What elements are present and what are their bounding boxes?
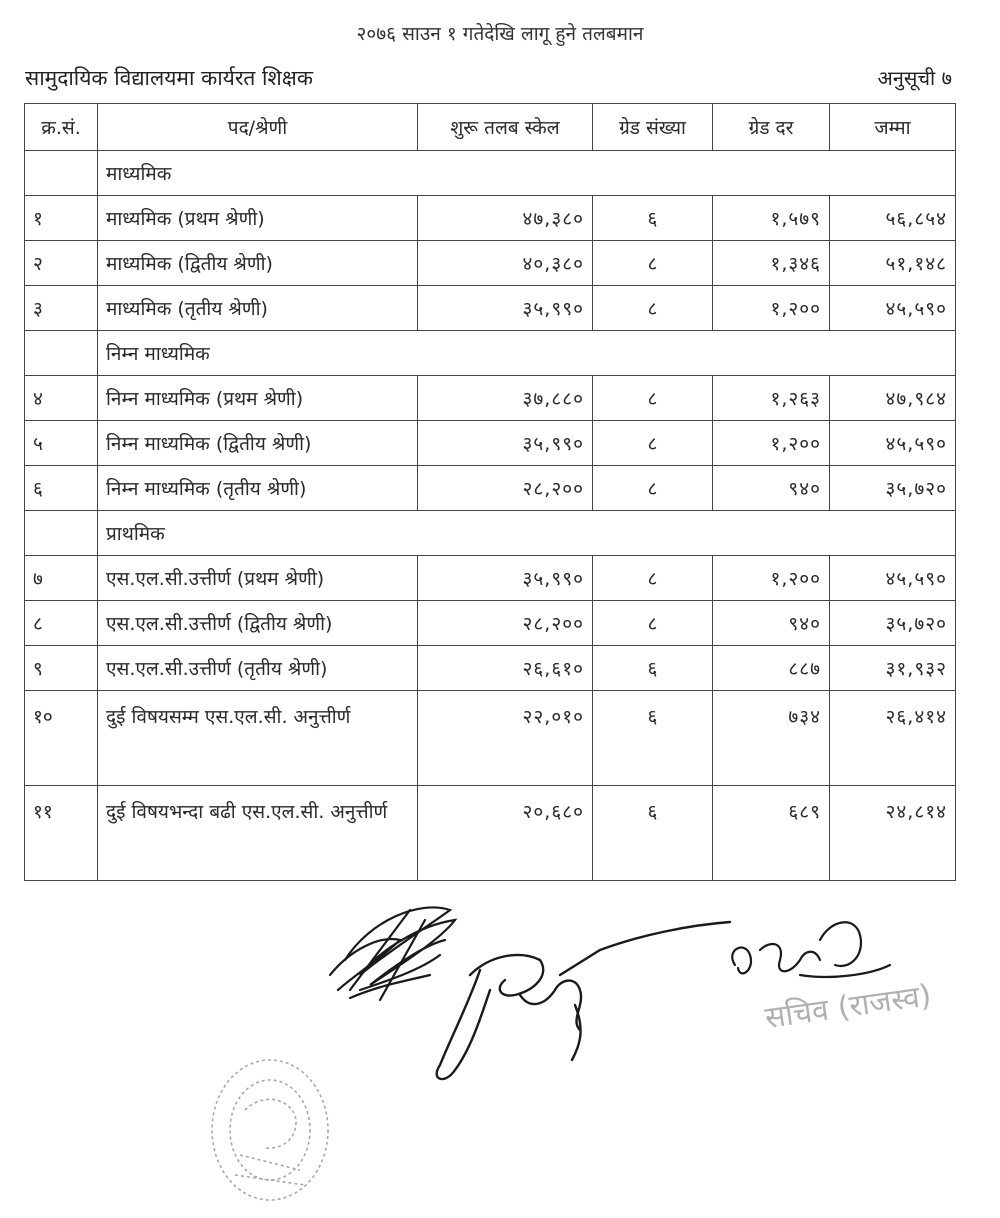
grade-count-cell: ८ (593, 601, 713, 646)
section-title: निम्न माध्यमिक (98, 331, 956, 376)
salary-table (24, 103, 956, 881)
signature-2 (437, 922, 730, 1079)
section-row (25, 331, 956, 376)
table-row (25, 196, 956, 241)
serial-cell: २ (25, 241, 98, 286)
start-scale-cell: ३५,९९० (418, 421, 593, 466)
grade-rate-cell: १,२०० (713, 286, 830, 331)
grade-count-cell: ६ (593, 646, 713, 691)
start-scale-cell: ४७,३८० (418, 196, 593, 241)
document-heading: २०७६ साउन १ गतेदेखि लागू हुने तलबमान (356, 23, 644, 45)
section-serial-cell (25, 151, 98, 196)
post-cell: निम्न माध्यमिक (तृतीय श्रेणी) (98, 466, 418, 511)
table-row (25, 601, 956, 646)
table-row (25, 376, 956, 421)
grade-rate-cell: १,२०० (713, 556, 830, 601)
total-cell: ४५,५९० (830, 421, 956, 466)
section-serial-cell (25, 511, 98, 556)
post-cell: निम्न माध्यमिक (द्वितीय श्रेणी) (98, 421, 418, 466)
total-cell: ४५,५९० (830, 556, 956, 601)
start-scale-cell: ३५,९९० (418, 286, 593, 331)
grade-count-cell: ८ (593, 241, 713, 286)
grade-count-cell: ८ (593, 466, 713, 511)
serial-cell: १ (25, 196, 98, 241)
total-cell: ३१,९३२ (830, 646, 956, 691)
serial-cell: ८ (25, 601, 98, 646)
start-scale-cell: २२,०१० (418, 691, 593, 786)
table-row (25, 286, 956, 331)
post-cell: एस.एल.सी.उत्तीर्ण (तृतीय श्रेणी) (98, 646, 418, 691)
total-cell: २६,४१४ (830, 691, 956, 786)
grade-rate-cell: ८८७ (713, 646, 830, 691)
document-subtitle: सामुदायिक विद्यालयमा कार्यरत शिक्षक (25, 66, 313, 90)
signature-1 (330, 907, 455, 1000)
grade-rate-cell: १,३४६ (713, 241, 830, 286)
header-grade-count: ग्रेड संख्या (593, 104, 713, 151)
start-scale-cell: २८,२०० (418, 466, 593, 511)
header-start-scale: शुरू तलब स्केल (418, 104, 593, 151)
office-seal-icon (212, 1060, 328, 1200)
section-row (25, 151, 956, 196)
start-scale-cell: २८,२०० (418, 601, 593, 646)
header-serial: क्र.सं. (25, 104, 98, 151)
table-row (25, 466, 956, 511)
post-cell: माध्यमिक (तृतीय श्रेणी) (98, 286, 418, 331)
grade-count-cell: ८ (593, 376, 713, 421)
post-cell: माध्यमिक (प्रथम श्रेणी) (98, 196, 418, 241)
serial-cell: ३ (25, 286, 98, 331)
schedule-label: अनुसूची ७ (877, 66, 952, 90)
start-scale-cell: ३७,८८० (418, 376, 593, 421)
start-scale-cell: २०,६८० (418, 786, 593, 881)
post-cell: माध्यमिक (द्वितीय श्रेणी) (98, 241, 418, 286)
section-serial-cell (25, 331, 98, 376)
section-title: प्राथमिक (98, 511, 956, 556)
table-header-row (25, 104, 956, 151)
grade-count-cell: ६ (593, 786, 713, 881)
post-cell: एस.एल.सी.उत्तीर्ण (प्रथम श्रेणी) (98, 556, 418, 601)
total-cell: ४७,९८४ (830, 376, 956, 421)
total-cell: ५१,१४८ (830, 241, 956, 286)
serial-cell: ४ (25, 376, 98, 421)
serial-cell: ७ (25, 556, 98, 601)
table-body (25, 151, 956, 881)
total-cell: ३५,७२० (830, 601, 956, 646)
start-scale-cell: ४०,३८० (418, 241, 593, 286)
table-row (25, 421, 956, 466)
grade-count-cell: ६ (593, 196, 713, 241)
serial-cell: ९ (25, 646, 98, 691)
total-cell: ४५,५९० (830, 286, 956, 331)
header-post: पद/श्रेणी (98, 104, 418, 151)
post-cell: दुई विषयभन्दा बढी एस.एल.सी. अनुत्तीर्ण (98, 786, 418, 881)
grade-rate-cell: ९४० (713, 466, 830, 511)
grade-rate-cell: ६८९ (713, 786, 830, 881)
grade-count-cell: ८ (593, 556, 713, 601)
header-grade-rate: ग्रेड दर (713, 104, 830, 151)
grade-rate-cell: ७३४ (713, 691, 830, 786)
serial-cell: ६ (25, 466, 98, 511)
signature-3 (732, 922, 890, 977)
grade-rate-cell: १,२६३ (713, 376, 830, 421)
total-cell: ३५,७२० (830, 466, 956, 511)
post-cell: दुई विषयसम्म एस.एल.सी. अनुत्तीर्ण (98, 691, 418, 786)
table-row (25, 786, 956, 881)
grade-rate-cell: १,५७९ (713, 196, 830, 241)
serial-cell: १० (25, 691, 98, 786)
grade-count-cell: ६ (593, 691, 713, 786)
table-row (25, 241, 956, 286)
grade-rate-cell: ९४० (713, 601, 830, 646)
header-total: जम्मा (830, 104, 956, 151)
table-row (25, 691, 956, 786)
serial-cell: ११ (25, 786, 98, 881)
post-cell: एस.एल.सी.उत्तीर्ण (द्वितीय श्रेणी) (98, 601, 418, 646)
grade-rate-cell: १,२०० (713, 421, 830, 466)
section-row (25, 511, 956, 556)
total-cell: २४,८१४ (830, 786, 956, 881)
table-row (25, 646, 956, 691)
grade-count-cell: ८ (593, 286, 713, 331)
signatory-title: सचिव (राजस्व) (762, 978, 934, 1037)
total-cell: ५६,८५४ (830, 196, 956, 241)
start-scale-cell: २६,६१० (418, 646, 593, 691)
start-scale-cell: ३५,९९० (418, 556, 593, 601)
serial-cell: ५ (25, 421, 98, 466)
table-row (25, 556, 956, 601)
post-cell: निम्न माध्यमिक (प्रथम श्रेणी) (98, 376, 418, 421)
signature-area (0, 880, 1000, 1218)
section-title: माध्यमिक (98, 151, 956, 196)
grade-count-cell: ८ (593, 421, 713, 466)
